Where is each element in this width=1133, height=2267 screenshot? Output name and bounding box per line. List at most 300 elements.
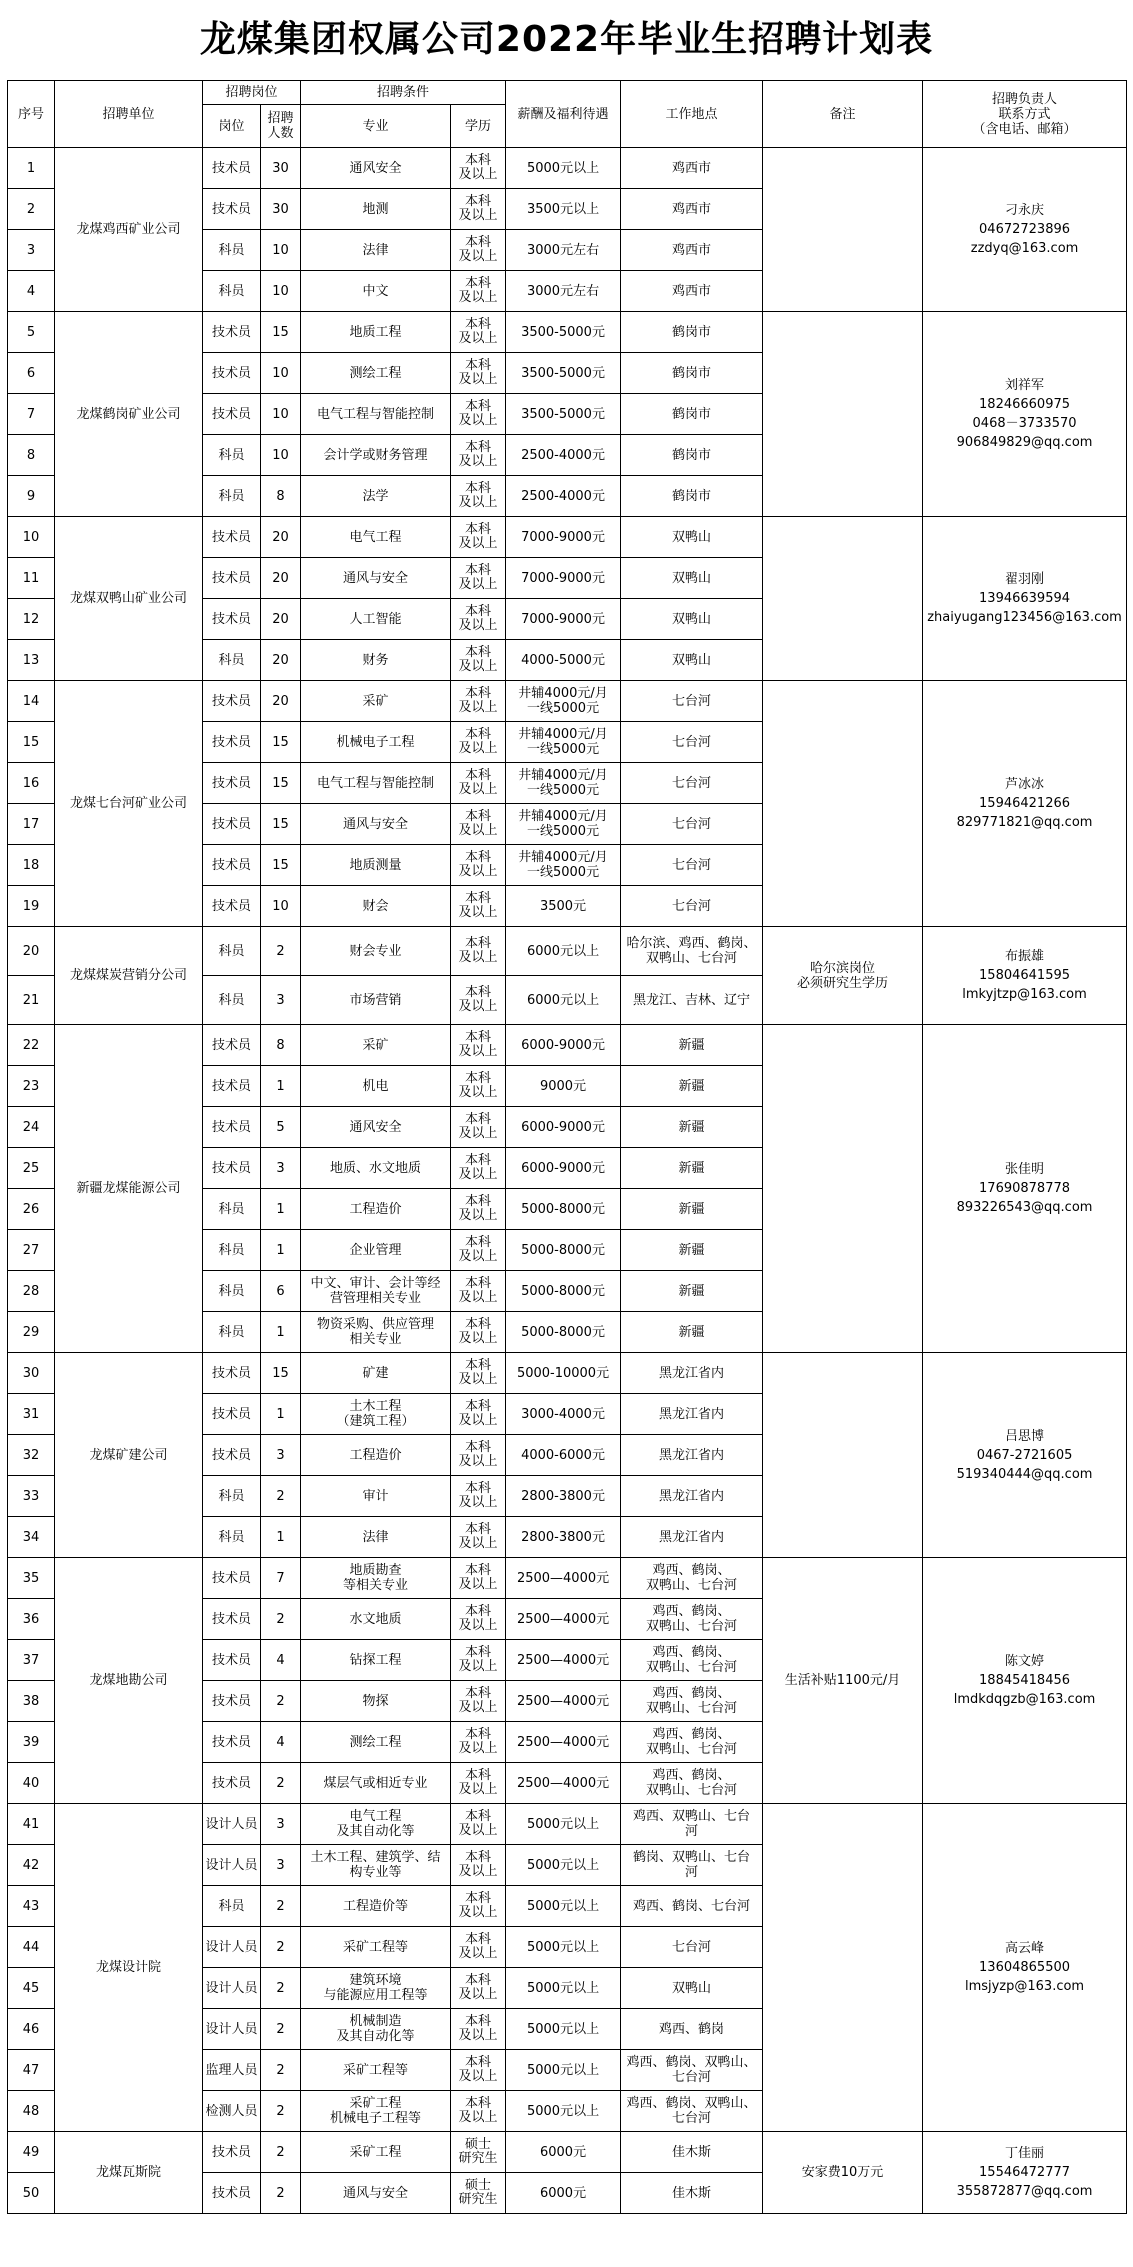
cell-education: 本科 及以上 <box>451 1599 506 1640</box>
cell-education: 本科 及以上 <box>451 1886 506 1927</box>
cell-education: 本科 及以上 <box>451 1681 506 1722</box>
cell-location: 鸡西市 <box>621 230 763 271</box>
cell-salary: 5000-8000元 <box>506 1189 621 1230</box>
cell-education: 本科 及以上 <box>451 394 506 435</box>
cell-count: 15 <box>261 312 301 353</box>
cell-education: 本科 及以上 <box>451 2009 506 2050</box>
cell-salary: 5000元以上 <box>506 2009 621 2050</box>
cell-seq: 34 <box>8 1517 55 1558</box>
cell-salary: 2500—4000元 <box>506 1558 621 1599</box>
cell-major: 土木工程 （建筑工程） <box>301 1394 451 1435</box>
cell-location: 双鸭山 <box>621 517 763 558</box>
cell-seq: 36 <box>8 1599 55 1640</box>
cell-education: 本科 及以上 <box>451 886 506 927</box>
cell-count: 15 <box>261 804 301 845</box>
cell-salary: 4000-5000元 <box>506 640 621 681</box>
header-education: 学历 <box>451 105 506 148</box>
cell-major: 电气工程 <box>301 517 451 558</box>
cell-count: 1 <box>261 1189 301 1230</box>
cell-education: 本科 及以上 <box>451 1722 506 1763</box>
cell-location: 新疆 <box>621 1025 763 1066</box>
cell-position: 设计人员 <box>203 1927 261 1968</box>
cell-seq: 10 <box>8 517 55 558</box>
cell-count: 10 <box>261 394 301 435</box>
cell-salary: 6000元以上 <box>506 927 621 976</box>
cell-education: 本科 及以上 <box>451 1271 506 1312</box>
cell-location: 鹤岗市 <box>621 435 763 476</box>
cell-position: 设计人员 <box>203 1968 261 2009</box>
cell-salary: 6000-9000元 <box>506 1025 621 1066</box>
cell-location: 新疆 <box>621 1230 763 1271</box>
cell-position: 技术员 <box>203 1599 261 1640</box>
cell-education: 本科 及以上 <box>451 189 506 230</box>
cell-count: 2 <box>261 1886 301 1927</box>
cell-location: 黑龙江省内 <box>621 1476 763 1517</box>
cell-position: 技术员 <box>203 1107 261 1148</box>
cell-remarks: 哈尔滨岗位 必须研究生学历 <box>763 927 923 1025</box>
cell-count: 2 <box>261 1968 301 2009</box>
table-row <box>8 681 1127 722</box>
cell-seq: 40 <box>8 1763 55 1804</box>
cell-seq: 15 <box>8 722 55 763</box>
cell-position: 检测人员 <box>203 2091 261 2132</box>
cell-education: 本科 及以上 <box>451 2050 506 2091</box>
cell-position: 技术员 <box>203 1435 261 1476</box>
cell-seq: 46 <box>8 2009 55 2050</box>
cell-salary: 5000元以上 <box>506 1804 621 1845</box>
cell-salary: 2500—4000元 <box>506 1640 621 1681</box>
cell-position: 技术员 <box>203 2173 261 2214</box>
cell-education: 本科 及以上 <box>451 1230 506 1271</box>
cell-major: 通风安全 <box>301 148 451 189</box>
cell-salary: 3000-4000元 <box>506 1394 621 1435</box>
cell-count: 30 <box>261 148 301 189</box>
header-salary: 薪酬及福利待遇 <box>506 81 621 148</box>
cell-education: 本科 及以上 <box>451 722 506 763</box>
cell-position: 技术员 <box>203 1394 261 1435</box>
cell-seq: 43 <box>8 1886 55 1927</box>
cell-major: 地测 <box>301 189 451 230</box>
cell-seq: 30 <box>8 1353 55 1394</box>
cell-major: 地质、水文地质 <box>301 1148 451 1189</box>
cell-location: 七台河 <box>621 681 763 722</box>
cell-count: 1 <box>261 1230 301 1271</box>
cell-position: 技术员 <box>203 148 261 189</box>
cell-education: 本科 及以上 <box>451 763 506 804</box>
header-contact: 招聘负责人 联系方式 （含电话、邮箱） <box>923 81 1127 148</box>
cell-education: 本科 及以上 <box>451 1517 506 1558</box>
cell-education: 本科 及以上 <box>451 2091 506 2132</box>
cell-salary: 6000元以上 <box>506 976 621 1025</box>
table-row <box>8 1025 1127 1066</box>
cell-seq: 2 <box>8 189 55 230</box>
cell-seq: 12 <box>8 599 55 640</box>
cell-location: 鸡西、鹤岗、七台河 <box>621 1886 763 1927</box>
cell-position: 技术员 <box>203 804 261 845</box>
cell-education: 本科 及以上 <box>451 640 506 681</box>
cell-location: 鸡西、鹤岗、 双鸭山、七台河 <box>621 1681 763 1722</box>
cell-major: 机电 <box>301 1066 451 1107</box>
cell-education: 本科 及以上 <box>451 927 506 976</box>
cell-contact: 高云峰 13604865500 lmsjyzp@163.com <box>923 1804 1127 2132</box>
cell-seq: 28 <box>8 1271 55 1312</box>
cell-salary: 5000-8000元 <box>506 1312 621 1353</box>
cell-position: 技术员 <box>203 353 261 394</box>
cell-major: 财会 <box>301 886 451 927</box>
cell-education: 硕士 研究生 <box>451 2132 506 2173</box>
cell-education: 本科 及以上 <box>451 353 506 394</box>
cell-remarks <box>763 1353 923 1558</box>
cell-education: 本科 及以上 <box>451 681 506 722</box>
cell-salary: 5000-10000元 <box>506 1353 621 1394</box>
cell-count: 8 <box>261 1025 301 1066</box>
cell-count: 2 <box>261 2091 301 2132</box>
cell-position: 科员 <box>203 976 261 1025</box>
cell-count: 10 <box>261 435 301 476</box>
cell-seq: 33 <box>8 1476 55 1517</box>
cell-major: 采矿工程等 <box>301 1927 451 1968</box>
cell-salary: 5000元以上 <box>506 1968 621 2009</box>
cell-seq: 27 <box>8 1230 55 1271</box>
cell-position: 设计人员 <box>203 2009 261 2050</box>
cell-location: 鸡西市 <box>621 148 763 189</box>
cell-location: 鸡西、鹤岗、 双鸭山、七台河 <box>621 1763 763 1804</box>
cell-salary: 6000元 <box>506 2173 621 2214</box>
cell-salary: 6000-9000元 <box>506 1148 621 1189</box>
cell-major: 财会专业 <box>301 927 451 976</box>
cell-location: 七台河 <box>621 845 763 886</box>
cell-seq: 35 <box>8 1558 55 1599</box>
cell-major: 电气工程 及其自动化等 <box>301 1804 451 1845</box>
cell-salary: 2500—4000元 <box>506 1722 621 1763</box>
cell-position: 技术员 <box>203 1558 261 1599</box>
cell-salary: 3500元以上 <box>506 189 621 230</box>
cell-count: 4 <box>261 1640 301 1681</box>
cell-major: 通风与安全 <box>301 804 451 845</box>
cell-position: 科员 <box>203 435 261 476</box>
cell-count: 3 <box>261 1435 301 1476</box>
cell-location: 鹤岗市 <box>621 312 763 353</box>
cell-count: 1 <box>261 1312 301 1353</box>
cell-major: 采矿 <box>301 681 451 722</box>
cell-salary: 2800-3800元 <box>506 1476 621 1517</box>
cell-remarks <box>763 681 923 927</box>
cell-seq: 37 <box>8 1640 55 1681</box>
cell-seq: 3 <box>8 230 55 271</box>
header-conditions-group: 招聘条件 <box>301 81 506 105</box>
cell-location: 双鸭山 <box>621 1968 763 2009</box>
cell-unit: 龙煤煤炭营销分公司 <box>55 927 203 1025</box>
cell-position: 技术员 <box>203 1025 261 1066</box>
cell-education: 本科 及以上 <box>451 1025 506 1066</box>
cell-unit: 龙煤地勘公司 <box>55 1558 203 1804</box>
cell-major: 财务 <box>301 640 451 681</box>
cell-education: 本科 及以上 <box>451 1476 506 1517</box>
cell-count: 2 <box>261 927 301 976</box>
cell-location: 七台河 <box>621 1927 763 1968</box>
cell-major: 法律 <box>301 230 451 271</box>
cell-location: 佳木斯 <box>621 2132 763 2173</box>
cell-major: 地质勘查 等相关专业 <box>301 1558 451 1599</box>
cell-location: 鸡西、鹤岗、 双鸭山、七台河 <box>621 1722 763 1763</box>
cell-count: 2 <box>261 1763 301 1804</box>
cell-education: 本科 及以上 <box>451 976 506 1025</box>
cell-major: 煤层气或相近专业 <box>301 1763 451 1804</box>
cell-location: 黑龙江、吉林、辽宁 <box>621 976 763 1025</box>
cell-major: 采矿工程 机械电子工程等 <box>301 2091 451 2132</box>
cell-location: 七台河 <box>621 886 763 927</box>
cell-education: 本科 及以上 <box>451 230 506 271</box>
cell-position: 技术员 <box>203 1763 261 1804</box>
cell-education: 本科 及以上 <box>451 1968 506 2009</box>
cell-major: 测绘工程 <box>301 353 451 394</box>
cell-seq: 42 <box>8 1845 55 1886</box>
cell-salary: 9000元 <box>506 1066 621 1107</box>
cell-unit: 龙煤双鸭山矿业公司 <box>55 517 203 681</box>
cell-count: 20 <box>261 681 301 722</box>
cell-position: 技术员 <box>203 394 261 435</box>
cell-major: 通风与安全 <box>301 558 451 599</box>
cell-major: 人工智能 <box>301 599 451 640</box>
cell-position: 技术员 <box>203 312 261 353</box>
cell-education: 本科 及以上 <box>451 1845 506 1886</box>
table-row <box>8 148 1127 189</box>
cell-count: 2 <box>261 2173 301 2214</box>
table-row <box>8 312 1127 353</box>
cell-count: 10 <box>261 230 301 271</box>
cell-count: 15 <box>261 1353 301 1394</box>
cell-count: 15 <box>261 845 301 886</box>
cell-location: 黑龙江省内 <box>621 1394 763 1435</box>
cell-position: 技术员 <box>203 517 261 558</box>
cell-count: 20 <box>261 640 301 681</box>
cell-location: 鹤岗市 <box>621 353 763 394</box>
cell-unit: 新疆龙煤能源公司 <box>55 1025 203 1353</box>
recruitment-table <box>7 80 1127 2214</box>
cell-location: 七台河 <box>621 763 763 804</box>
cell-seq: 6 <box>8 353 55 394</box>
cell-contact: 刁永庆 04672723896 zzdyq@163.com <box>923 148 1127 312</box>
cell-location: 七台河 <box>621 722 763 763</box>
cell-contact: 张佳明 17690878778 893226543@qq.com <box>923 1025 1127 1353</box>
cell-major: 采矿工程 <box>301 2132 451 2173</box>
cell-education: 本科 及以上 <box>451 1763 506 1804</box>
cell-salary: 6000元 <box>506 2132 621 2173</box>
cell-count: 8 <box>261 476 301 517</box>
cell-position: 技术员 <box>203 1722 261 1763</box>
cell-location: 黑龙江省内 <box>621 1353 763 1394</box>
cell-major: 矿建 <box>301 1353 451 1394</box>
cell-position: 科员 <box>203 1476 261 1517</box>
cell-unit: 龙煤鸡西矿业公司 <box>55 148 203 312</box>
cell-major: 建筑环境 与能源应用工程等 <box>301 1968 451 2009</box>
cell-count: 3 <box>261 976 301 1025</box>
cell-remarks <box>763 517 923 681</box>
cell-salary: 2500-4000元 <box>506 476 621 517</box>
cell-education: 本科 及以上 <box>451 1394 506 1435</box>
cell-seq: 11 <box>8 558 55 599</box>
cell-education: 本科 及以上 <box>451 271 506 312</box>
cell-salary: 2500—4000元 <box>506 1681 621 1722</box>
cell-location: 新疆 <box>621 1271 763 1312</box>
cell-seq: 19 <box>8 886 55 927</box>
cell-position: 技术员 <box>203 599 261 640</box>
cell-major: 采矿 <box>301 1025 451 1066</box>
cell-major: 物探 <box>301 1681 451 1722</box>
cell-major: 工程造价 <box>301 1435 451 1476</box>
header-remarks: 备注 <box>763 81 923 148</box>
cell-count: 2 <box>261 1681 301 1722</box>
cell-location: 鹤岗市 <box>621 394 763 435</box>
cell-count: 3 <box>261 1804 301 1845</box>
cell-major: 土木工程、建筑学、结 构专业等 <box>301 1845 451 1886</box>
cell-unit: 龙煤瓦斯院 <box>55 2132 203 2214</box>
cell-count: 15 <box>261 722 301 763</box>
cell-salary: 井辅4000元/月 一线5000元 <box>506 804 621 845</box>
cell-salary: 5000-8000元 <box>506 1271 621 1312</box>
cell-count: 4 <box>261 1722 301 1763</box>
cell-education: 本科 及以上 <box>451 1107 506 1148</box>
cell-major: 电气工程与智能控制 <box>301 394 451 435</box>
cell-position: 科员 <box>203 1189 261 1230</box>
cell-seq: 22 <box>8 1025 55 1066</box>
cell-salary: 6000-9000元 <box>506 1107 621 1148</box>
cell-salary: 3500-5000元 <box>506 394 621 435</box>
cell-seq: 17 <box>8 804 55 845</box>
cell-salary: 5000元以上 <box>506 1845 621 1886</box>
cell-education: 本科 及以上 <box>451 1804 506 1845</box>
cell-count: 1 <box>261 1066 301 1107</box>
cell-major: 钻探工程 <box>301 1640 451 1681</box>
cell-count: 2 <box>261 2009 301 2050</box>
cell-position: 科员 <box>203 1230 261 1271</box>
cell-education: 本科 及以上 <box>451 1927 506 1968</box>
cell-location: 鸡西、双鸭山、七台 河 <box>621 1804 763 1845</box>
cell-seq: 29 <box>8 1312 55 1353</box>
cell-position: 科员 <box>203 640 261 681</box>
cell-education: 本科 及以上 <box>451 1312 506 1353</box>
cell-salary: 2500—4000元 <box>506 1763 621 1804</box>
cell-location: 双鸭山 <box>621 640 763 681</box>
cell-contact: 陈文婷 18845418456 lmdkdqgzb@163.com <box>923 1558 1127 1804</box>
cell-education: 本科 及以上 <box>451 1148 506 1189</box>
cell-location: 鸡西市 <box>621 271 763 312</box>
cell-salary: 2500—4000元 <box>506 1599 621 1640</box>
cell-position: 技术员 <box>203 189 261 230</box>
cell-salary: 5000元以上 <box>506 1886 621 1927</box>
cell-position: 技术员 <box>203 722 261 763</box>
cell-education: 本科 及以上 <box>451 476 506 517</box>
cell-location: 鸡西、鹤岗 <box>621 2009 763 2050</box>
table-header <box>8 81 1127 148</box>
cell-location: 新疆 <box>621 1312 763 1353</box>
cell-position: 技术员 <box>203 1148 261 1189</box>
cell-seq: 49 <box>8 2132 55 2173</box>
cell-major: 工程造价等 <box>301 1886 451 1927</box>
cell-count: 2 <box>261 1476 301 1517</box>
cell-contact: 芦冰冰 15946421266 829771821@qq.com <box>923 681 1127 927</box>
cell-seq: 41 <box>8 1804 55 1845</box>
cell-education: 本科 及以上 <box>451 148 506 189</box>
cell-major: 水文地质 <box>301 1599 451 1640</box>
cell-count: 1 <box>261 1517 301 1558</box>
cell-salary: 7000-9000元 <box>506 517 621 558</box>
cell-position: 科员 <box>203 1886 261 1927</box>
cell-count: 10 <box>261 886 301 927</box>
cell-salary: 5000元以上 <box>506 1927 621 1968</box>
header-count: 招聘 人数 <box>261 105 301 148</box>
cell-location: 黑龙江省内 <box>621 1517 763 1558</box>
cell-position: 技术员 <box>203 1066 261 1107</box>
cell-position: 设计人员 <box>203 1845 261 1886</box>
cell-salary: 3500-5000元 <box>506 353 621 394</box>
cell-position: 技术员 <box>203 1640 261 1681</box>
cell-count: 2 <box>261 2050 301 2091</box>
cell-count: 3 <box>261 1845 301 1886</box>
cell-count: 2 <box>261 2132 301 2173</box>
cell-position: 技术员 <box>203 886 261 927</box>
cell-salary: 井辅4000元/月 一线5000元 <box>506 763 621 804</box>
cell-seq: 48 <box>8 2091 55 2132</box>
cell-count: 30 <box>261 189 301 230</box>
cell-salary: 2800-3800元 <box>506 1517 621 1558</box>
cell-location: 黑龙江省内 <box>621 1435 763 1476</box>
cell-major: 法学 <box>301 476 451 517</box>
cell-seq: 7 <box>8 394 55 435</box>
cell-remarks <box>763 1804 923 2132</box>
cell-salary: 3000元左右 <box>506 230 621 271</box>
cell-unit: 龙煤七台河矿业公司 <box>55 681 203 927</box>
cell-seq: 26 <box>8 1189 55 1230</box>
cell-education: 本科 及以上 <box>451 599 506 640</box>
cell-remarks: 安家费10万元 <box>763 2132 923 2214</box>
cell-position: 科员 <box>203 927 261 976</box>
cell-education: 硕士 研究生 <box>451 2173 506 2214</box>
cell-salary: 4000-6000元 <box>506 1435 621 1476</box>
cell-salary: 7000-9000元 <box>506 599 621 640</box>
cell-position: 技术员 <box>203 558 261 599</box>
cell-seq: 20 <box>8 927 55 976</box>
cell-salary: 2500-4000元 <box>506 435 621 476</box>
cell-location: 双鸭山 <box>621 599 763 640</box>
cell-salary: 井辅4000元/月 一线5000元 <box>506 722 621 763</box>
cell-position: 监理人员 <box>203 2050 261 2091</box>
cell-education: 本科 及以上 <box>451 312 506 353</box>
cell-seq: 38 <box>8 1681 55 1722</box>
cell-education: 本科 及以上 <box>451 1640 506 1681</box>
cell-location: 佳木斯 <box>621 2173 763 2214</box>
cell-contact: 吕思博 0467-2721605 519340444@qq.com <box>923 1353 1127 1558</box>
cell-seq: 5 <box>8 312 55 353</box>
cell-count: 20 <box>261 599 301 640</box>
cell-location: 新疆 <box>621 1189 763 1230</box>
cell-major: 中文 <box>301 271 451 312</box>
cell-seq: 44 <box>8 1927 55 1968</box>
cell-education: 本科 及以上 <box>451 804 506 845</box>
cell-location: 新疆 <box>621 1148 763 1189</box>
cell-location: 鸡西、鹤岗、 双鸭山、七台河 <box>621 1640 763 1681</box>
cell-remarks <box>763 1025 923 1353</box>
cell-location: 鹤岗、双鸭山、七台 河 <box>621 1845 763 1886</box>
cell-position: 设计人员 <box>203 1804 261 1845</box>
cell-education: 本科 及以上 <box>451 1353 506 1394</box>
cell-education: 本科 及以上 <box>451 435 506 476</box>
cell-count: 1 <box>261 1394 301 1435</box>
cell-salary: 3000元左右 <box>506 271 621 312</box>
cell-location: 鸡西、鹤岗、 双鸭山、七台河 <box>621 1558 763 1599</box>
cell-count: 10 <box>261 353 301 394</box>
cell-seq: 50 <box>8 2173 55 2214</box>
